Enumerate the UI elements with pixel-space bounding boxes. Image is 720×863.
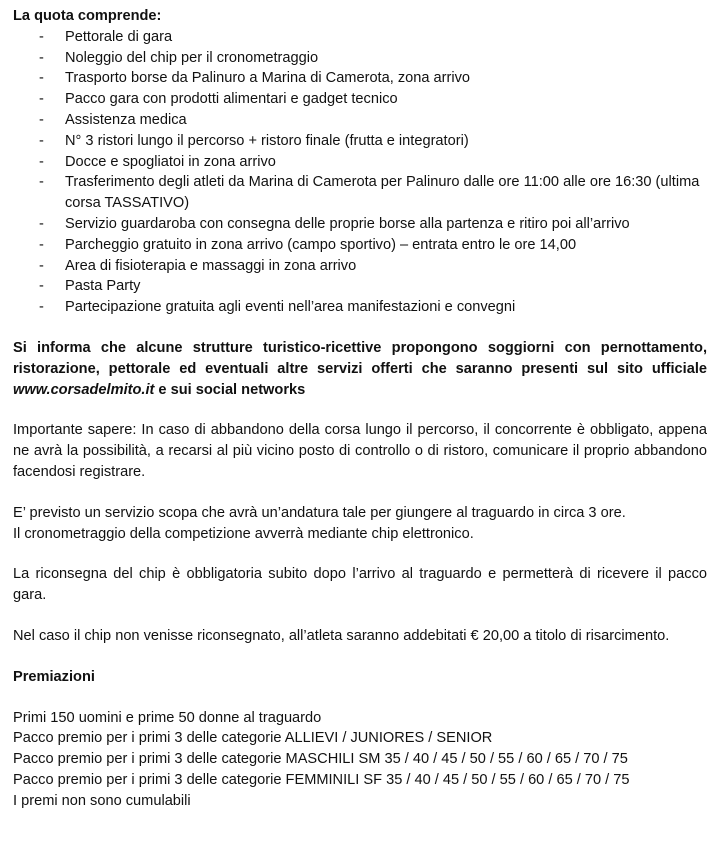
quota-item	[13, 235, 707, 256]
list-dash: -	[39, 132, 44, 149]
quota-item	[13, 152, 707, 173]
quota-item	[13, 68, 707, 89]
document-page	[13, 6, 707, 812]
list-dash: -	[39, 28, 44, 45]
list-dash: -	[39, 70, 44, 87]
abbandono-paragraph: Importante sapere: In caso di abbandono della corsa lungo il percorso, il concorrente è obbligato, appena ne avrà la possibilità, a recarsi al più vicino posto di controllo o di ristoro, comunicare il proprio abbandono facendosi registrare.	[13, 422, 707, 480]
quota-item	[13, 27, 707, 48]
quota-item-text: Docce e spogliatoi in zona arrivo	[65, 153, 276, 170]
list-dash: -	[39, 49, 44, 66]
quota-item	[13, 214, 707, 235]
premiazioni-heading: Premiazioni	[13, 668, 95, 685]
cronometraggio-paragraph: Il cronometraggio della competizione avverrà mediante chip elettronico.	[13, 525, 474, 542]
quota-item-text: Pacco gara con prodotti alimentari e gadget tecnico	[65, 91, 398, 108]
riconsegna-paragraph: La riconsegna del chip è obbligatoria subito dopo l’arrivo al traguardo e permetterà di ricevere il pacco gara.	[13, 566, 707, 604]
quota-item-text: Trasferimento degli atleti da Marina di Camerota per Palinuro dalle ore 11:00 alle ore 16:30 (ultima corsa TASSATIVO)	[65, 174, 700, 212]
risarcimento-paragraph: Nel caso il chip non venisse riconsegnato, all’atleta saranno addebitati € 20,00 a titolo di risarcimento.	[13, 627, 670, 644]
quota-item	[13, 131, 707, 152]
premiazioni-line: Primi 150 uomini e prime 50 donne al traguardo	[13, 709, 322, 726]
info-paragraph	[13, 338, 707, 400]
quota-item-text: Servizio guardaroba con consegna delle proprie borse alla partenza e ritiro poi all’arrivo	[65, 215, 630, 232]
quota-item	[13, 89, 707, 110]
list-dash: -	[39, 91, 44, 108]
website-link[interactable]: www.corsadelmito.it	[13, 381, 155, 398]
quota-item-text: Area di fisioterapia e massaggi in zona arrivo	[65, 257, 357, 274]
quota-item-text: Assistenza medica	[65, 111, 187, 128]
list-dash: -	[39, 278, 44, 295]
info-text-end: e sui social networks	[154, 381, 306, 398]
quota-item	[13, 110, 707, 131]
list-dash: -	[39, 174, 44, 191]
list-dash: -	[39, 299, 44, 316]
list-dash: -	[39, 111, 44, 128]
scopa-paragraph: E’ previsto un servizio scopa che avrà un’andatura tale per giungere al traguardo in circa 3 ore.	[13, 504, 626, 521]
premiazioni-line: Pacco premio per i primi 3 delle categorie MASCHILI SM 35 / 40 / 45 / 50 / 55 / 60 / 65 / 70 / 75	[13, 751, 628, 768]
quota-list	[13, 27, 707, 318]
quota-item-text: Pasta Party	[65, 278, 141, 295]
quota-item-text: Parcheggio gratuito in zona arrivo (campo sportivo) – entrata entro le ore 14,00	[65, 236, 577, 253]
quota-item-text: Pettorale di gara	[65, 28, 173, 45]
quota-item	[13, 256, 707, 277]
quota-item-text: N° 3 ristori lungo il percorso + ristoro finale (frutta e integratori)	[65, 132, 469, 149]
info-text: Si informa che alcune strutture turistico-ricettive propongono soggiorni con pernottamento, ristorazione, pettorale ed eventuali altre servizi offerti che saranno presenti sul sito ufficiale	[13, 339, 707, 377]
premiazioni-line: Pacco premio per i primi 3 delle categorie FEMMINILI SF 35 / 40 / 45 / 50 / 55 / 60 / 65 / 70 / 75	[13, 771, 630, 788]
list-dash: -	[39, 236, 44, 253]
list-dash: -	[39, 215, 44, 232]
quota-item	[13, 48, 707, 69]
premiazioni-line: Pacco premio per i primi 3 delle categorie ALLIEVI / JUNIORES / SENIOR	[13, 730, 493, 747]
quota-item	[13, 172, 707, 214]
list-dash: -	[39, 257, 44, 274]
quota-heading: La quota comprende:	[13, 8, 162, 24]
premiazioni-list	[13, 708, 707, 812]
list-dash: -	[39, 153, 44, 170]
quota-item	[13, 297, 707, 318]
premiazioni-line: I premi non sono cumulabili	[13, 792, 191, 809]
quota-item-text: Trasporto borse da Palinuro a Marina di Camerota, zona arrivo	[65, 70, 471, 87]
quota-item-text: Partecipazione gratuita agli eventi nell’area manifestazioni e convegni	[65, 299, 516, 316]
quota-item	[13, 276, 707, 297]
quota-item-text: Noleggio del chip per il cronometraggio	[65, 49, 319, 66]
